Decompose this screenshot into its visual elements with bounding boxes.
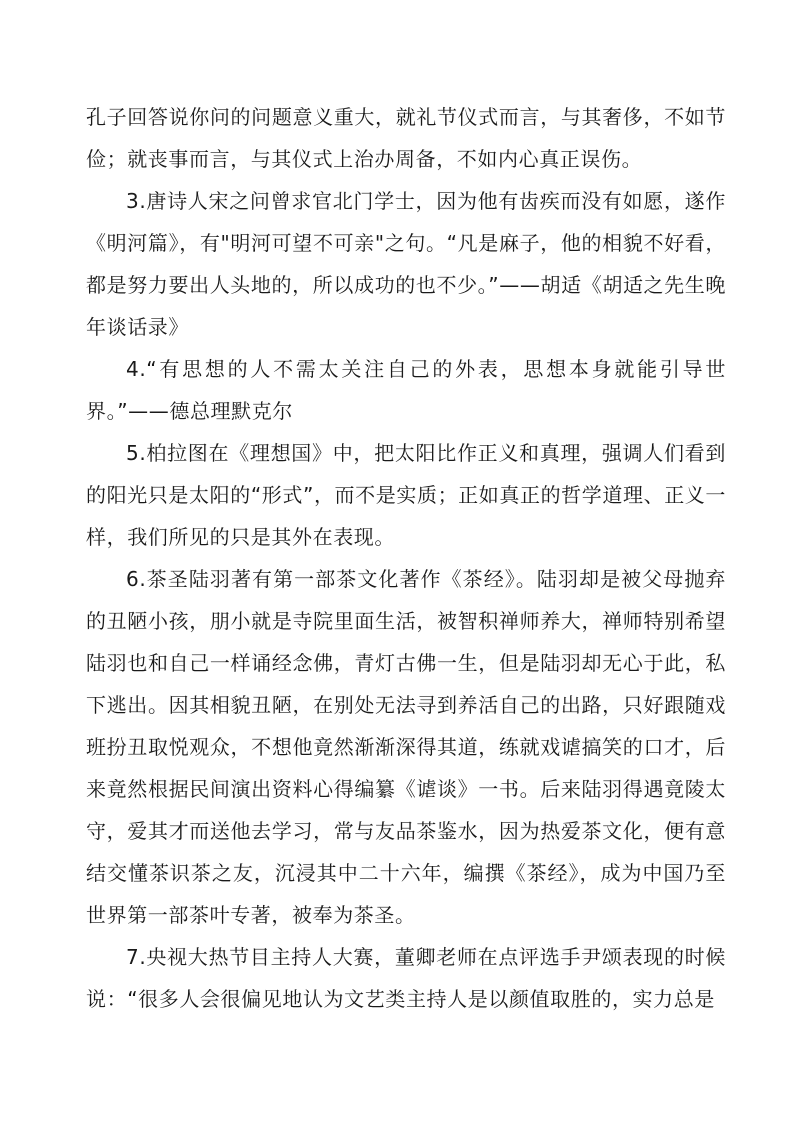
paragraph-confucius-answer: 孔子回答说你问的问题意义重大，就礼节仪式而言，与其奢侈，不如节俭；就丧事而言，与其仪式上治办周备，不如内心真正误伤。 [86, 105, 726, 171]
paragraph-item-5: 5.柏拉图在《理想国》中，把太阳比作正义和真理，强调人们看到的阳光只是太阳的“形式”，而不是实质；正如真正的哲学道理、正义一样，我们所见的只是其外在表现。 [86, 441, 726, 549]
document-body [86, 96, 726, 1020]
paragraph-item-3: 3.唐诗人宋之问曾求官北门学士，因为他有齿疾而没有如愿，遂作《明河篇》，有"明河可望不可亲"之句。“凡是麻子，他的相貌不好看，都是努力要出人头地的，所以成功的也不少。”——胡适《胡适之先生晚年谈话录》 [86, 189, 726, 339]
paragraph-item-4: 4.“有思想的人不需太关注自己的外表，思想本身就能引导世界。”——德总理默克尔 [86, 357, 726, 423]
paragraph-item-6: 6.茶圣陆羽著有第一部茶文化著作《茶经》。陆羽却是被父母抛弃的丑陋小孩，朋小就是寺院里面生活，被智积禅师养大，禅师特别希望陆羽也和自己一样诵经念佛，青灯古佛一生，但是陆羽却无心于此，私下逃出。因其相貌丑陋，在别处无法寻到养活自己的出路，只好跟随戏班扮丑取悦观众，不想他竟然渐渐深得其道，练就戏谑搞笑的口才，后来竟然根据民间演出资料心得编纂《谑谈》一书。后来陆羽得遇竟陵太守，爱其才而送他去学习，常与友品茶鉴水，因为热爱茶文化，便有意结交懂茶识茶之友，沉浸其中二十六年，编撰《茶经》，成为中国乃至世界第一部茶叶专著，被奉为茶圣。 [86, 567, 726, 927]
paragraph-item-7: 7.央视大热节目主持人大赛，董卿老师在点评选手尹颂表现的时候说：“很多人会很偏见地认为文艺类主持人是以颜值取胜的，实力总是 [86, 945, 726, 1011]
